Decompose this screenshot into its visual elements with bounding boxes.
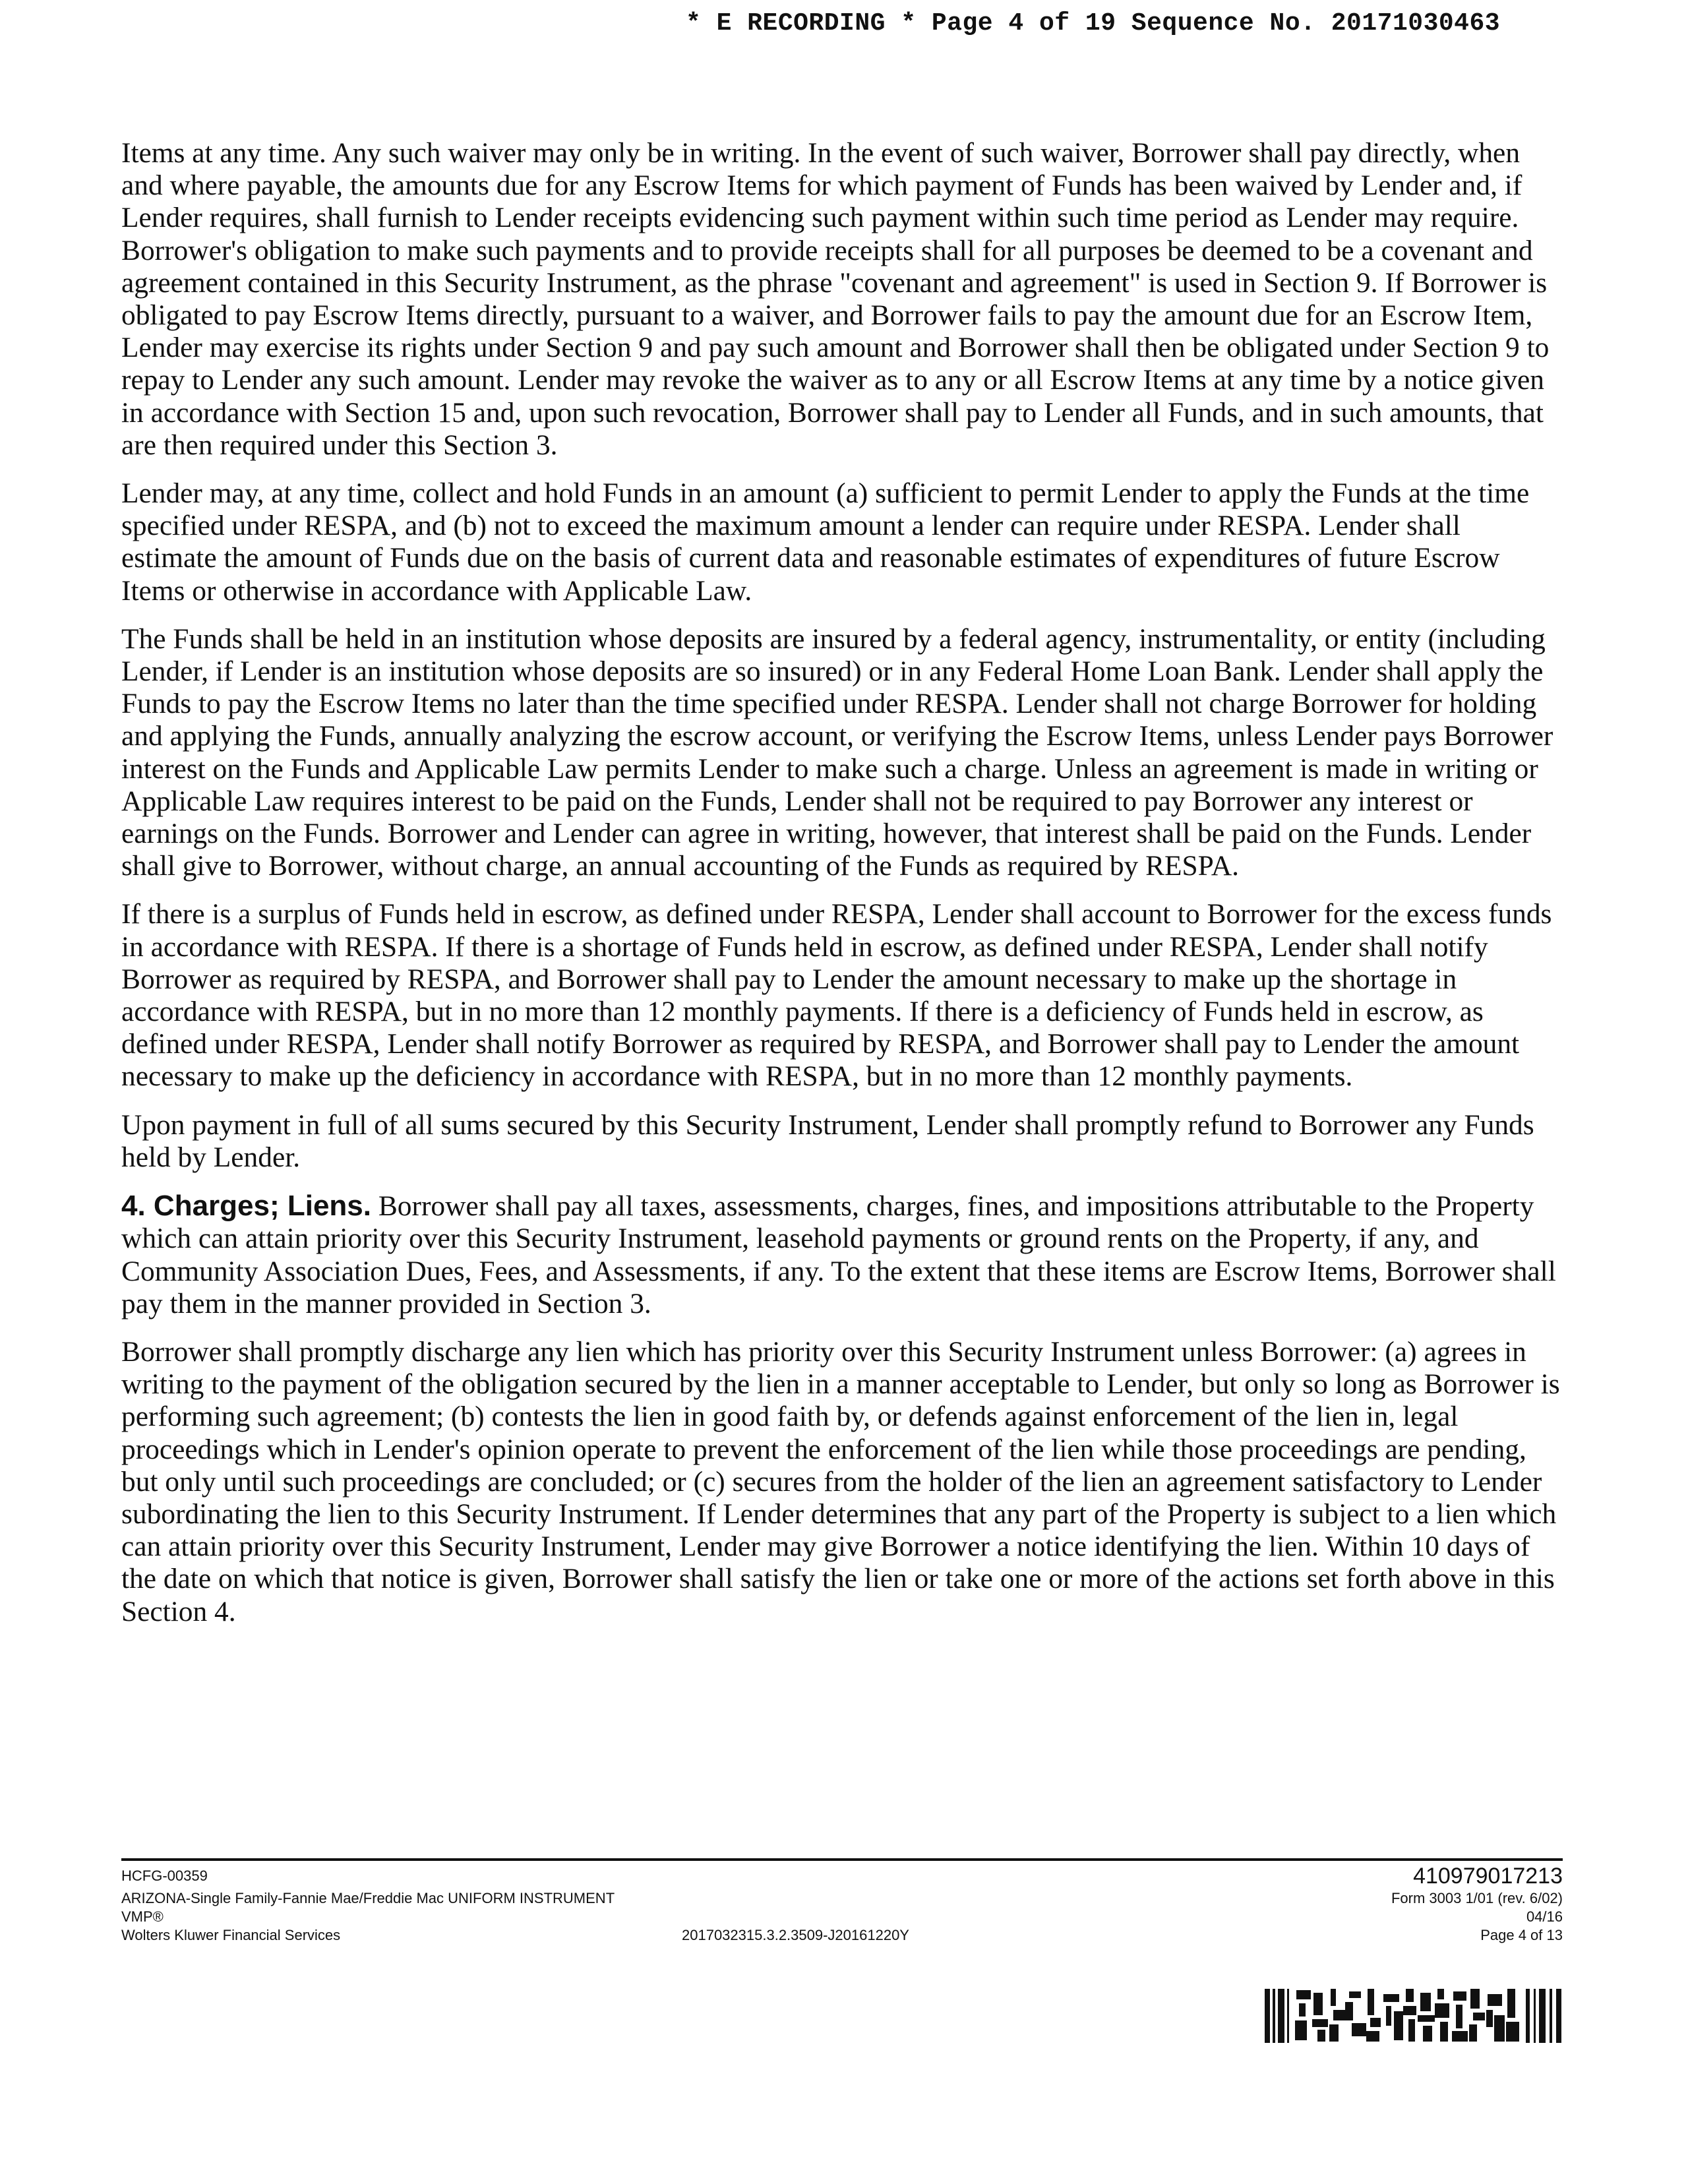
form-code: HCFG-00359 bbox=[121, 1867, 208, 1884]
paragraph-refund: Upon payment in full of all sums secured by this Security Instrument, Lender shall promptly refund to Borrower any Funds held by Lender. bbox=[121, 1108, 1534, 1173]
publisher-name: Wolters Kluwer Financial Services bbox=[121, 1927, 341, 1943]
loan-number: 410979017213 bbox=[1413, 1864, 1563, 1889]
document-body bbox=[121, 137, 1563, 1644]
form-number: Form 3003 1/01 (rev. 6/02) bbox=[1391, 1890, 1563, 1906]
paragraph-collect-funds: Lender may, at any time, collect and hold Funds in an amount (a) sufficient to permit Lender to apply the Funds at the time specified under RESPA, and (b) not to exceed the maximum amount a lender can require under RESPA. Lender shall estimate the amount of Funds due on the basis of current data and reasonable estimates of expenditures of future Escrow Items or otherwise in accordance with Applicable Law. bbox=[121, 477, 1530, 607]
paragraph-funds-held: The Funds shall be held in an institution whose deposits are insured by a federal agency, instrumentality, or entity (including Lender, if Lender is an institution whose deposits are so insured) or in any Federal Home Loan Bank. Lender shall apply the Funds to pay the Escrow Items no later than the time specified under RESPA. Lender shall not charge Borrower for holding and applying the Funds, annually analyzing the escrow account, or verifying the Escrow Items, unless Lender pays Borrower interest on the Funds and Applicable Law permits Lender to make such a charge. Unless an agreement is made in writing or Applicable Law requires interest to be paid on the Funds, Lender shall not be required to pay Borrower any interest or earnings on the Funds. Borrower and Lender can agree in writing, however, that interest shall be paid on the Funds. Lender shall give to Borrower, without charge, an annual accounting of the Funds as required by RESPA. bbox=[121, 622, 1553, 882]
section-4-heading: 4. Charges; Liens. bbox=[121, 1190, 372, 1223]
paragraph-surplus-shortage: If there is a surplus of Funds held in escrow, as defined under RESPA, Lender shall account to Borrower for the excess funds in accordance with RESPA. If there is a shortage of Funds held in escrow, as defined under RESPA, Lender shall notify Borrower as required by RESPA, and Borrower shall pay to Lender the amount necessary to make up the shortage in accordance with RESPA, but in no more than 12 monthly payments. If there is a deficiency of Funds held in escrow, as defined under RESPA, Lender shall notify Borrower as required by RESPA, and Borrower shall pay to Lender the amount necessary to make up the deficiency in accordance with RESPA, but in no more than 12 monthly payments. bbox=[121, 898, 1552, 1093]
paragraph-section-4 bbox=[121, 1190, 1563, 1320]
paragraph-lien-discharge: Borrower shall promptly discharge any lien which has priority over this Security Instrument unless Borrower: (a) agrees in writing to the payment of the obligation secured by the lien in a manner acceptable to Lender, but only so long as Borrower is performing such agreement; (b) contests the lien in good faith by, or defends against enforcement of the lien in, legal proceedings which in Lender's opinion operate to prevent the enforcement of the lien while those proceedings are pending, but only until such proceedings are concluded; or (c) secures from the holder of the lien an agreement satisfactory to Lender subordinating the lien to this Security Instrument. If Lender determines that any part of the Property is subject to a lien which can attain priority over this Security Instrument, Lender may give Borrower a notice identifying the lien. Within 10 days of the date on which that notice is given, Borrower shall satisfy the lien or take one or more of the actions set forth above in this Section 4. bbox=[121, 1335, 1560, 1627]
vmp-label: VMP® bbox=[121, 1908, 164, 1925]
form-page-number: Page 4 of 13 bbox=[1480, 1927, 1563, 1943]
barcode-image bbox=[1265, 1989, 1563, 2043]
form-revision: 04/16 bbox=[1526, 1908, 1563, 1925]
paragraph-escrow-waiver: Items at any time. Any such waiver may only be in writing. In the event of such waiver, Borrower shall pay directly, when and where payable, the amounts due for any Escrow Items for which payment of Funds has been waived by Lender and, if Lender requires, shall furnish to Lender receipts evidencing such payment within such time period as Lender may require. Borrower's obligation to make such payments and to provide receipts shall for all purposes be deemed to be a covenant and agreement contained in this Security Instrument, as the phrase "covenant and agreement" is used in Section 9. If Borrower is obligated to pay Escrow Items directly, pursuant to a waiver, and Borrower fails to pay the amount due for an Escrow Item, Lender may exercise its rights under Section 9 and pay such amount and Borrower shall then be obligated under Section 9 to repay to Lender any such amount. Lender may revoke the waiver as to any or all Escrow Items at any time by a notice given in accordance with Section 15 and, upon such revocation, Borrower shall pay to Lender all Funds, and in such amounts, that are then required under this Section 3. bbox=[121, 137, 1550, 461]
instrument-title: ARIZONA-Single Family-Fannie Mae/Freddie Mac UNIFORM INSTRUMENT bbox=[121, 1890, 615, 1906]
section-4-text: Borrower shall pay all taxes, assessments, charges, fines, and impositions attributable to the Property which can attain priority over this Security Instrument, leasehold payments or ground rents on the Property, if any, and Community Association Dues, Fees, and Assessments, if any. To the extent that these items are Escrow Items, Borrower shall pay them in the manner provided in Section 3. bbox=[121, 1190, 1556, 1320]
footer-divider bbox=[121, 1858, 1563, 1861]
document-id: 2017032315.3.2.3509-J20161220Y bbox=[682, 1927, 909, 1943]
recording-header: * E RECORDING * Page 4 of 19 Sequence No. 20171030463 bbox=[686, 9, 1501, 38]
